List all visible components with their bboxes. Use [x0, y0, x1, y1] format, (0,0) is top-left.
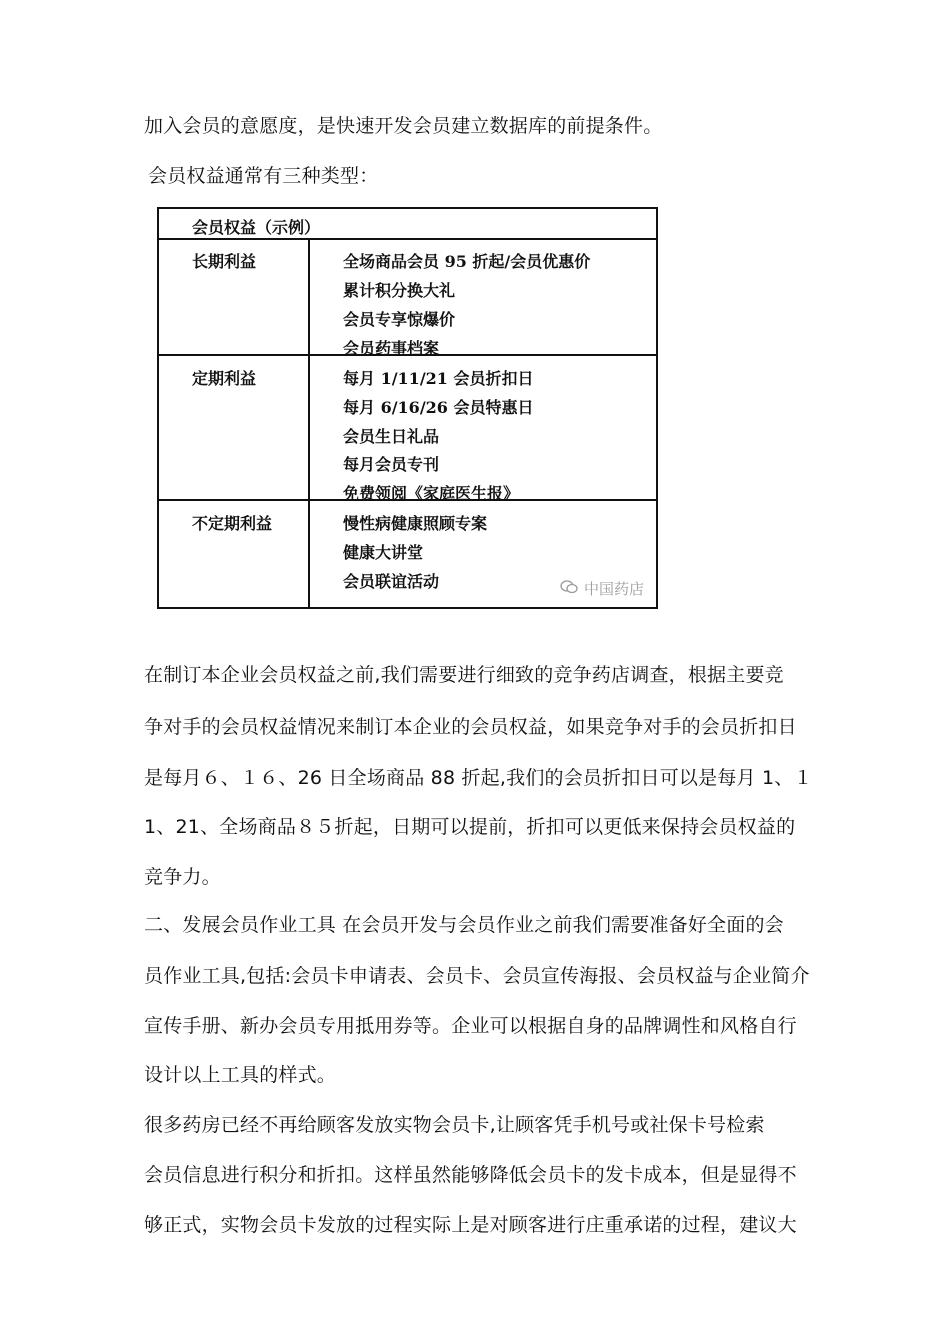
paragraph-line: 宣传手册、新办会员专用抵用券等。企业可以根据自身的品牌调性和风格自行: [144, 1015, 797, 1037]
table-item: 每月 6/16/26 会员特惠日: [343, 398, 534, 417]
table-item: 会员联谊活动: [343, 572, 440, 591]
table-column-divider: [308, 240, 310, 607]
table-item: 免费领阅《家庭医生报》: [343, 484, 520, 503]
table-category-irregular: 不定期利益: [192, 514, 273, 533]
benefits-table: [157, 207, 658, 609]
watermark: [560, 578, 644, 599]
paragraph-line: 设计以上工具的样式。: [144, 1064, 337, 1086]
table-item: 会员药事档案: [343, 339, 440, 358]
watermark-label: 中国药店: [583, 580, 644, 598]
table-header-label: 会员权益（示例）: [192, 218, 321, 237]
paragraph-line: 员作业工具,包括:会员卡申请表、会员卡、会员宣传海报、会员权益与企业简介: [144, 965, 810, 987]
table-item: 健康大讲堂: [343, 543, 424, 562]
paragraph-line: 够正式，实物会员卡发放的过程实际上是对顾客进行庄重承诺的过程，建议大: [144, 1214, 797, 1236]
intro-line-2: 会员权益通常有三种类型：: [148, 165, 379, 187]
table-category-long-term: 长期利益: [192, 252, 257, 271]
table-item: 全场商品会员 95 折起/会员优惠价: [343, 252, 591, 271]
table-header: [159, 209, 656, 240]
table-item: 慢性病健康照顾专案: [343, 514, 488, 533]
intro-line-1: 加入会员的意愿度，是快速开发会员建立数据库的前提条件。: [144, 115, 663, 137]
paragraph-line: 二、发展会员作业工具 在会员开发与会员作业之前我们需要准备好全面的会: [144, 914, 784, 936]
table-item: 每月 1/11/21 会员折扣日: [343, 369, 534, 388]
table-item: 会员专享惊爆价: [343, 310, 456, 329]
paragraph-line: 是每月６、１６、26 日全场商品 88 折起,我们的会员折扣日可以是每月 1、１: [144, 767, 813, 789]
paragraph-line: 1、21、全场商品８５折起，日期可以提前，折扣可以更低来保持会员权益的: [144, 816, 796, 838]
table-item: 会员生日礼品: [343, 427, 440, 446]
paragraph-line: 争对手的会员权益情况来制订本企业的会员权益，如果竞争对手的会员折扣日: [144, 716, 797, 738]
table-item: 累计积分换大礼: [343, 281, 456, 300]
paragraph-line: 会员信息进行积分和折扣。这样虽然能够降低会员卡的发卡成本，但是显得不: [144, 1164, 797, 1186]
paragraph-line: 在制订本企业会员权益之前,我们需要进行细致的竞争药店调查，根据主要竞: [144, 664, 784, 686]
table-category-periodic: 定期利益: [192, 369, 257, 388]
paragraph-line: 很多药房已经不再给顾客发放实物会员卡,让顾客凭手机号或社保卡号检索: [144, 1114, 765, 1136]
table-item: 每月会员专刊: [343, 455, 440, 474]
wechat-icon: [560, 580, 578, 598]
paragraph-line: 竞争力。: [144, 866, 221, 888]
